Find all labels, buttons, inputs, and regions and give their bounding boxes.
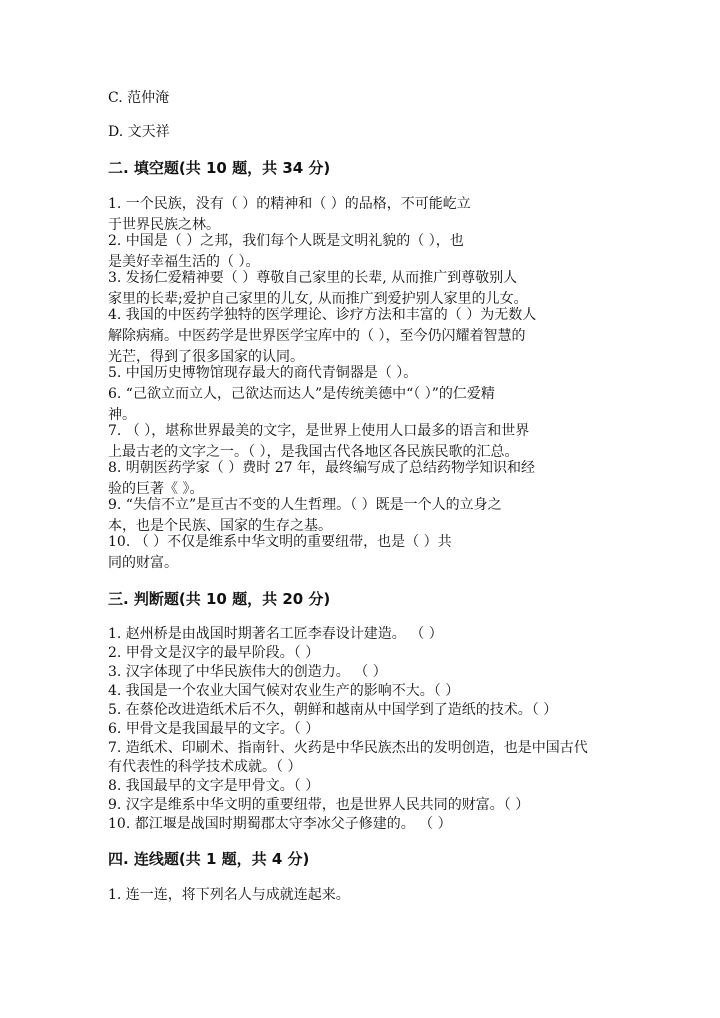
fill-question-line: 6. “己欲立而立人，己欲达而达人”是传统美德中“（ ）”的仁爱精	[108, 386, 495, 402]
fill-question-line: 于世界民族之林。	[108, 217, 220, 233]
fill-question-line: 2. 中国是（ ）之邦，我们每个人既是文明礼貌的（ ），也	[108, 233, 464, 249]
fill-question-line: 5. 中国历史博物馆现存最大的商代青铜器是（ ）。	[108, 365, 418, 381]
fill-question-line: 4. 我国的中医药学独特的医学理论、诊疗方法和丰富的（ ）为无数人	[108, 307, 537, 323]
fill-question-line: 是美好幸福生活的（ ）。	[108, 254, 260, 270]
judge-question-line: 4. 我国是一个农业大国气候对农业生产的影响不大。（ ）	[108, 683, 460, 699]
section-2-heading: 二. 填空题(共 10 题，共 34 分)	[108, 159, 331, 177]
option-c: C. 范仲淹	[108, 90, 170, 106]
judge-question-line: 5. 在蔡伦改进造纸术后不久，朝鲜和越南从中国学到了造纸的技术。（ ）	[108, 702, 558, 718]
judge-question-line: 10. 都江堰是战国时期蜀郡太守李冰父子修建的。 （ ）	[108, 816, 452, 832]
judge-question-line: 2. 甲骨文是汉字的最早阶段。（ ）	[108, 645, 320, 661]
judge-question-line: 8. 我国最早的文字是甲骨文。（ ）	[108, 778, 320, 794]
judge-question-line: 有代表性的科学技术成就。（ ）	[108, 759, 302, 775]
fill-question-line: 10. （ ）不仅是维系中华文明的重要纽带，也是（ ）共	[108, 534, 452, 550]
fill-question-line: 光芒，得到了很多国家的认同。	[108, 349, 304, 365]
fill-question-line: 9. “失信不立”是亘古不变的人生哲理。（ ）既是一个人的立身之	[108, 497, 502, 513]
judge-question-line: 6. 甲骨文是我国最早的文字。（ ）	[108, 721, 320, 737]
matching-question-line: 1. 连一连，将下列名人与成就连起来。	[108, 887, 350, 903]
judge-question-line: 3. 汉字体现了中华民族伟大的创造力。 （ ）	[108, 664, 387, 680]
fill-question-line: 家里的长辈;爱护自己家里的儿女, 从而推广到爱护别人家里的儿女。	[108, 291, 528, 307]
judge-question-line: 9. 汉字是维系中华文明的重要纽带，也是世界人民共同的财富。（ ）	[108, 797, 530, 813]
fill-question-line: 本，也是个民族、国家的生存之基。	[108, 518, 332, 534]
fill-question-line: 上最古老的文字之一。（ ），是我国古代各地区各民族民歌的汇总。	[108, 444, 519, 460]
fill-question-line: 同的财富。	[108, 555, 178, 571]
fill-question-line: 1. 一个民族，没有（ ）的精神和（ ）的品格，不可能屹立	[108, 196, 471, 212]
section-4-heading: 四. 连线题(共 1 题，共 4 分)	[108, 850, 310, 868]
fill-question-line: 3. 发扬仁爱精神要（ ）尊敬自己家里的长辈, 从而推广到尊敬别人	[108, 270, 518, 286]
fill-question-line: 7. （ ），堪称世界最美的文字，是世界上使用人口最多的语言和世界	[108, 423, 530, 439]
fill-question-line: 8. 明朝医药学家（ ）费时 27 年，最终编写成了总结药物学知识和经	[108, 460, 535, 476]
judge-question-line: 1. 赵州桥是由战国时期著名工匠李春设计建造。 （ ）	[108, 626, 443, 642]
judge-question-line: 7. 造纸术、印刷术、指南针、火药是中华民族杰出的发明创造，也是中国古代	[108, 740, 588, 756]
fill-question-line: 神。	[108, 407, 136, 423]
fill-question-line: 验的巨著《 》。	[108, 481, 204, 497]
option-d: D. 文天祥	[108, 124, 170, 140]
section-3-heading: 三. 判断题(共 10 题，共 20 分)	[108, 590, 331, 608]
fill-question-line: 解除病痛。中医药学是世界医学宝库中的（ ），至今仍闪耀着智慧的	[108, 328, 526, 344]
